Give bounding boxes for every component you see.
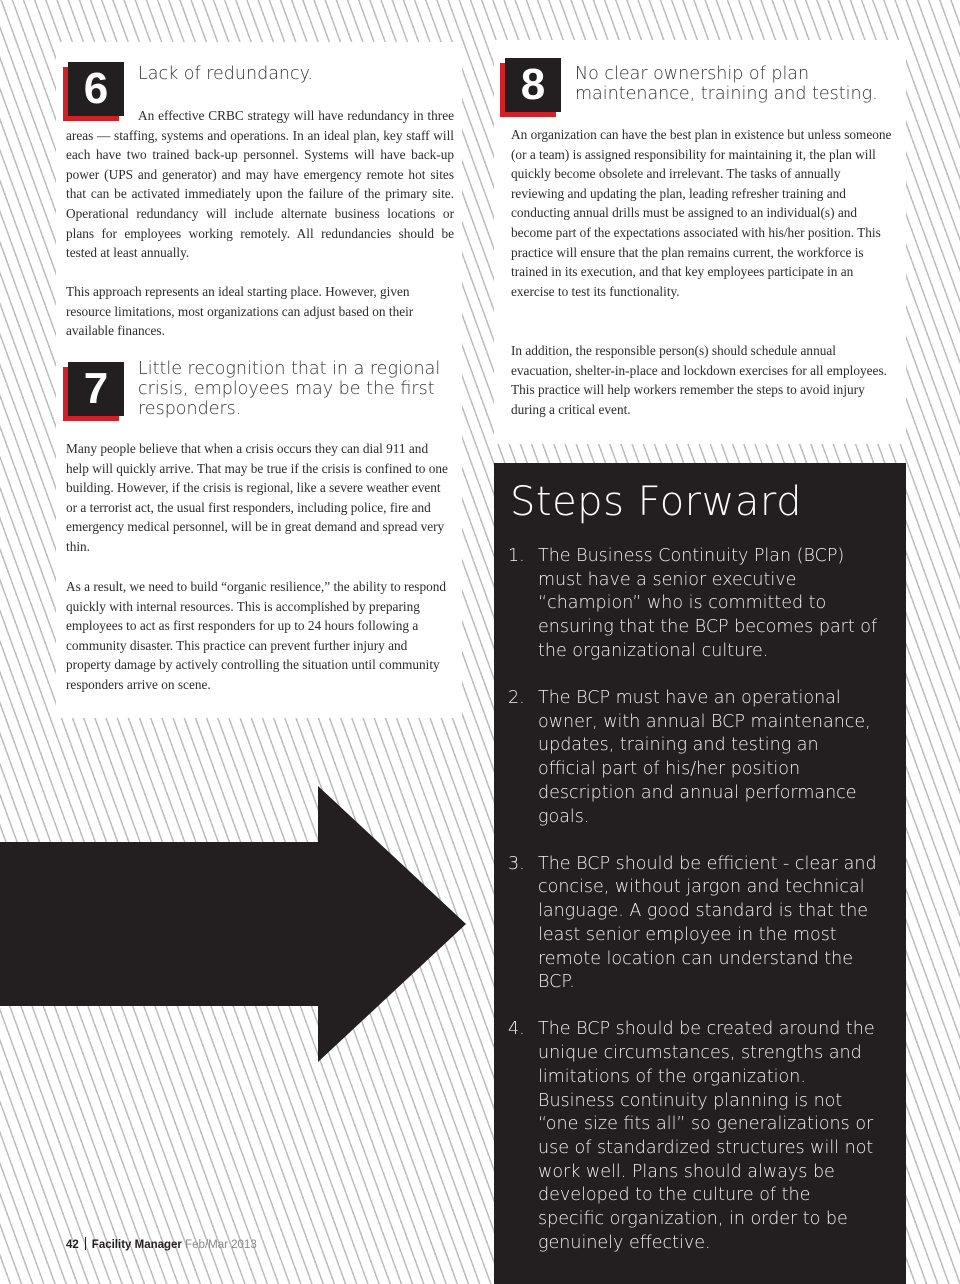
section-6-heading: Lack of redundancy. xyxy=(138,64,314,84)
step-text: The BCP should be efficient - clear and concise, without jargon and technical language. A good standard is that the least senior employee in the most remote location can understand the BCP. xyxy=(538,853,877,993)
step-item-4 xyxy=(508,1018,880,1255)
issue-date: Feb/Mar 2013 xyxy=(185,1239,257,1251)
step-text: The BCP must have an operational owner, with annual BCP maintenance, updates, training and testing an official part of his/her position description and annual performance goals. xyxy=(538,688,871,827)
page-number: 42 xyxy=(66,1239,79,1251)
section-6-number-badge: 6 xyxy=(68,62,124,116)
step-item-3 xyxy=(508,853,880,995)
step-number: 2. xyxy=(508,688,525,709)
footer-divider xyxy=(85,1237,86,1250)
step-number: 3. xyxy=(508,853,525,874)
publication-name: Facility Manager xyxy=(91,1239,182,1251)
step-item-1 xyxy=(508,545,880,664)
section-8-heading: No clear ownership of plan maintenance, training and testing. xyxy=(575,64,878,104)
step-text: The BCP should be created around the unique circumstances, strengths and limitations of the organization. Business continuity planning is not “one size fits all” so generalizations or use of standardized structures will not work well. Plans should always be developed to the culture of the specific organization, in order to be genuinely effective. xyxy=(538,1019,875,1253)
steps-forward-title: Steps Forward xyxy=(510,479,802,525)
section-7-number-badge: 7 xyxy=(68,362,124,416)
section-7-paragraph-2: As a result, we need to build “organic resilience,” the ability to respond quickly with internal resources. This is accomplished by preparing employees to act as first responders for up to 24 hours following a community disaster. This practice can prevent further injury and property damage by actively controlling the situation until community responders arrive on scene. xyxy=(66,579,447,692)
step-item-2 xyxy=(508,687,880,829)
steps-forward-list xyxy=(508,545,880,1279)
step-text: The Business Continuity Plan (BCP) must have a senior executive “champion” who is committed to ensuring that the BCP becomes part of the organizational culture. xyxy=(538,546,878,661)
steps-forward-box xyxy=(494,463,906,1284)
section-8-paragraph-1: An organization can have the best plan in existence but unless someone (or a team) is assigned responsibility for maintaining it, the plan will quickly become obsolete and irrelevant. The tasks of annually reviewing and updating the plan, leading refresher training and conducting annual drills must be assigned to an individual(s) and become part of the expectations associated with his/her position. This practice will ensure that the plan remains current, the workforce is trained in its execution, and that key employees participate in an exercise to test its functionality. xyxy=(511,127,892,299)
step-number: 1. xyxy=(508,546,525,566)
page-footer xyxy=(66,1237,257,1251)
section-7-heading: Little recognition that in a regional crisis, employees may be the first responders. xyxy=(138,359,441,419)
section-8-paragraph-2: In addition, the responsible person(s) should schedule annual evacuation, shelter-in-place and lockdown exercises for all employees. This practice will help workers remember the steps to avoid injury during a critical event. xyxy=(511,343,887,417)
right-arrow-graphic xyxy=(0,786,470,1066)
step-number: 4. xyxy=(508,1019,525,1040)
section-6-paragraph-2: This approach represents an ideal starting place. However, given resource limitations, most organizations can adjust based on their available finances. xyxy=(66,284,414,339)
section-6-paragraph-1: An effective CRBC strategy will have redundancy in three areas — staffing, systems and operations. In an ideal plan, key staff will each have two trained back-up personnel. Systems will have back-up power (UPS and generator) and may have emergency remote hot sites that can be activated immediately upon the failure of the primary site. Operational redundancy will include alternate business locations or plans for employees working remotely. All redundancies should be tested at least annually. xyxy=(66,108,454,261)
section-8-number-badge: 8 xyxy=(505,58,561,112)
section-7-paragraph-1: Many people believe that when a crisis occurs they can dial 911 and help will quickly arrive. That may be true if the crisis is confined to one building. However, if the crisis is regional, like a severe weather event or a terrorist act, the usual first responders, including police, fire and emergency medical personnel, will be in great demand and spread very thin. xyxy=(66,441,448,554)
